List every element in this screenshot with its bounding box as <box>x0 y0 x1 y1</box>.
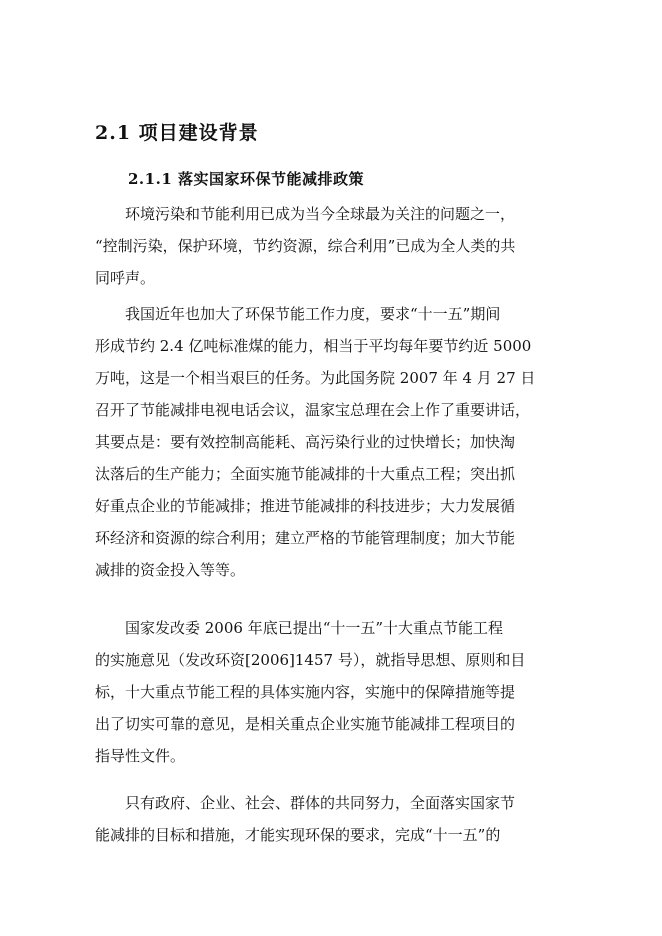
paragraph-4 <box>95 787 573 851</box>
paragraph-line: 形成节约 2.4 亿吨标准煤的能力，相当于平均每年要节约近 5000 <box>95 337 532 355</box>
paragraph-line: 汰落后的生产能力；全面实施节能减排的十大重点工程；突出抓 <box>95 465 516 483</box>
paragraph-line: 只有政府、企业、社会、群体的共同努力，全面落实国家节 <box>125 794 516 812</box>
paragraph-line: 的实施意见（发改环资[2006]1457 号），就指导思想、原则和目 <box>95 651 526 669</box>
paragraph-line: 环境污染和节能利用已成为当今全球最为关注的问题之一， <box>125 205 516 223</box>
paragraph-line: 出了切实可靠的意见，是相关重点企业实施节能减排工程项目的 <box>95 715 516 733</box>
paragraph-line: 环经济和资源的综合利用；建立严格的节能管理制度；加大节能 <box>95 529 516 547</box>
paragraph-line: 国家发改委 2006 年底已提出“十一五”十大重点节能工程 <box>125 619 504 637</box>
paragraph-line: 能减排的目标和措施，才能实现环保的要求，完成“十一五”的 <box>95 826 501 844</box>
subsection-heading: 2.1.1 落实国家环保节能减排政策 <box>128 170 364 188</box>
paragraph-line: 好重点企业的节能减排；推进节能减排的科技进步；大力发展循 <box>95 497 516 515</box>
paragraph-line: 指导性文件。 <box>95 747 186 765</box>
paragraph-line: 我国近年也加大了环保节能工作力度，要求“十一五”期间 <box>125 305 501 323</box>
paragraph-2 <box>95 298 573 586</box>
paragraph-line: 同呼声。 <box>95 269 156 287</box>
paragraph-line: 其要点是：要有效控制高能耗、高污染行业的过快增长；加快淘 <box>95 433 516 451</box>
paragraph-line: 召开了节能减排电视电话会议，温家宝总理在会上作了重要讲话， <box>95 401 531 419</box>
paragraph-line: 减排的资金投入等等。 <box>95 561 246 579</box>
paragraph-3 <box>95 612 573 772</box>
paragraph-line: 万吨，这是一个相当艰巨的任务。为此国务院 2007 年 4 月 27 日 <box>95 369 536 387</box>
paragraph-line: 标，十大重点节能工程的具体实施内容，实施中的保障措施等提 <box>95 683 516 701</box>
paragraph-line: “控制污染，保护环境，节约资源，综合利用”已成为全人类的共 <box>95 237 516 255</box>
paragraph-1 <box>95 198 573 294</box>
section-heading: 2.1 项目建设背景 <box>95 122 259 144</box>
